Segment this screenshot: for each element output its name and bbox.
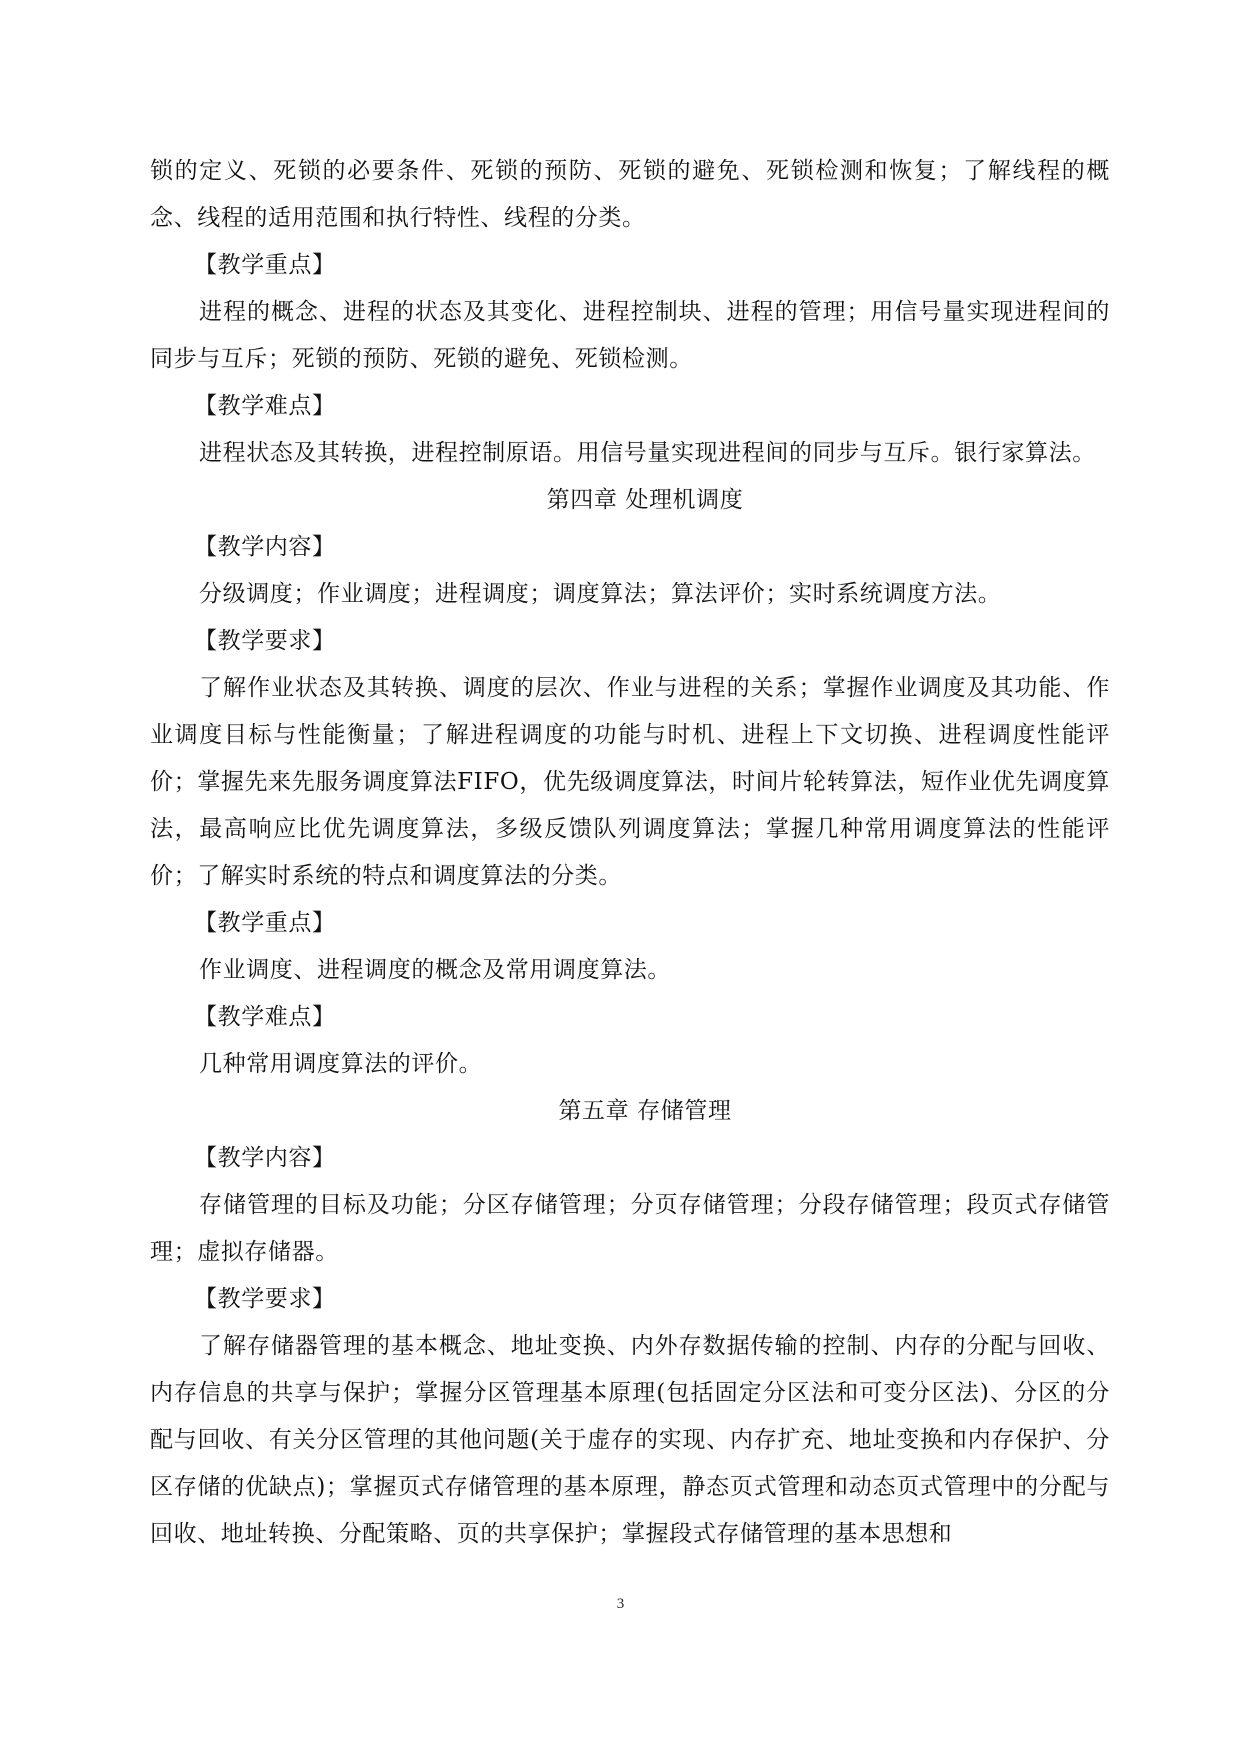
paragraph: 了解存储器管理的基本概念、地址变换、内外存数据传输的控制、内存的分配与回收、内存信息的共享与保护；掌握分区管理基本原理(包括固定分区法和可变分区法)、分区的分配与回收、有关分区管理的其他问题(关于虚存的实现、内存扩充、地址变换和内存保护、分区存储的优缺点)；掌握页式存储管理的基本原理，静态页式管理和动态页式管理中的分配与回收、地址转换、分配策略、页的共享保护；掌握段式存储管理的基本思想和 (150, 1333, 1110, 1547)
section-heading: 【教学重点】 (194, 910, 336, 936)
paragraph: 作业调度、进程调度的概念及常用调度算法。 (199, 957, 671, 983)
paragraph: 锁的定义、死锁的必要条件、死锁的预防、死锁的避免、死锁检测和恢复；了解线程的概念、线程的适用范围和执行特性、线程的分类。 (150, 158, 1110, 231)
chapter-title: 第四章 处理机调度 (546, 487, 744, 513)
paragraph: 进程状态及其转换，进程控制原语。用信号量实现进程间的同步与互斥。银行家算法。 (199, 440, 1096, 466)
section-heading: 【教学难点】 (194, 393, 336, 419)
paragraph: 分级调度；作业调度；进程调度；调度算法；算法评价；实时系统调度方法。 (199, 581, 1002, 607)
paragraph: 进程的概念、进程的状态及其变化、进程控制块、进程的管理；用信号量实现进程间的同步与互斥；死锁的预防、死锁的避免、死锁检测。 (150, 299, 1110, 372)
section-heading: 【教学要求】 (194, 628, 336, 654)
paragraph: 了解作业状态及其转换、调度的层次、作业与进程的关系；掌握作业调度及其功能、作业调度目标与性能衡量；了解进程调度的功能与时机、进程上下文切换、进程调度性能评价；掌握先来先服务调度算法FIFO，优先级调度算法，时间片轮转算法，短作业优先调度算法，最高响应比优先调度算法，多级反馈队列调度算法；掌握几种常用调度算法的性能评价；了解实时系统的特点和调度算法的分类。 (150, 675, 1110, 889)
section-heading: 【教学内容】 (194, 1145, 336, 1171)
paragraph: 几种常用调度算法的评价。 (199, 1051, 483, 1077)
section-heading: 【教学要求】 (194, 1286, 336, 1312)
section-heading: 【教学内容】 (194, 534, 336, 560)
page-number: 3 (616, 1596, 625, 1612)
section-heading: 【教学难点】 (194, 1004, 336, 1030)
chapter-title: 第五章 存储管理 (558, 1098, 732, 1124)
paragraph: 存储管理的目标及功能；分区存储管理；分页存储管理；分段存储管理；段页式存储管理；虚拟存储器。 (150, 1192, 1110, 1265)
page-content (150, 148, 1110, 1558)
section-heading: 【教学重点】 (194, 252, 336, 278)
